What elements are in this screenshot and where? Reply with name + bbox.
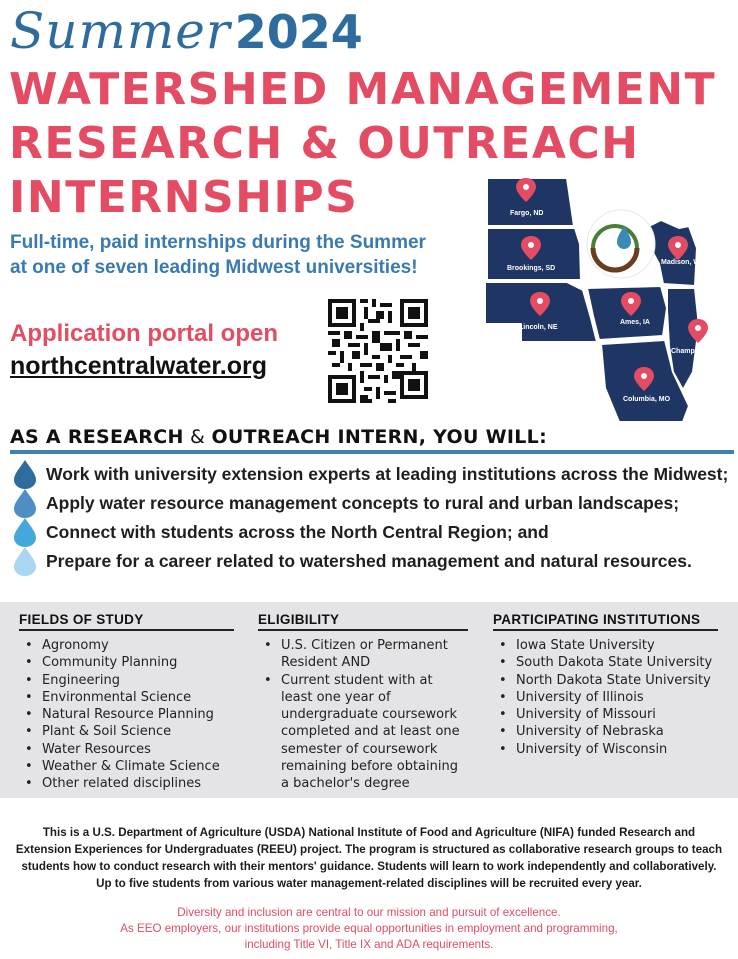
title-year-line — [10, 2, 363, 64]
program-description: This is a U.S. Department of Agriculture (USDA) National Institute of Food and Agriculture (NIFA) funded Research and Extension Experiences for Undergraduates (REEU) project. The program is structured as collaborative research groups to teach students how to conduct research with their mentors' guidance. Students will learn to work independently and collaboratively. Up to five students from various water management-related disciplines will be recruited every year. — [15, 826, 723, 890]
fields-of-study-heading: FIELDS OF STUDY — [19, 612, 234, 631]
eeo-line-1: Diversity and inclusion are central to our mission and pursuit of excellence. — [177, 906, 561, 919]
map-label-columbia: Columbia, MO — [623, 396, 671, 403]
intern-item-text: Apply water resource management concepts to rural and urban landscapes; — [46, 493, 680, 513]
list-item: • University of Nebraska — [493, 723, 718, 740]
list-item: • Plant & Soil Science — [19, 723, 234, 740]
map-label-brookings: Brookings, SD — [507, 265, 556, 272]
intern-item-text: Work with university extension experts at leading institutions across the Midwest; — [46, 464, 729, 484]
list-item: • Natural Resource Planning — [19, 706, 234, 723]
title-year: 2024 — [234, 5, 363, 59]
list-item: • Environmental Science — [19, 689, 234, 706]
eligibility-heading: ELIGIBILITY — [258, 612, 468, 631]
eeo-statement — [14, 905, 724, 953]
midwest-map — [483, 176, 735, 432]
list-item: • University of Missouri — [493, 706, 718, 723]
water-drop-icon — [10, 518, 40, 547]
headline-line-3: INTERNSHIPS — [9, 172, 359, 223]
map-label-ames: Ames, IA — [620, 319, 650, 326]
institutions-heading: PARTICIPATING INSTITUTIONS — [493, 612, 718, 631]
intern-heading-part-2: OUTREACH INTERN, YOU WILL: — [211, 426, 547, 448]
institutions-list — [493, 637, 718, 758]
list-item: • Iowa State University — [493, 637, 718, 654]
list-item: • Agronomy — [19, 637, 234, 654]
institutions-column — [493, 612, 718, 758]
intern-item-text: Prepare for a career related to watershed management and natural resources. — [46, 551, 692, 571]
title-summer: Summer — [10, 2, 231, 60]
subtitle — [10, 230, 480, 280]
intern-item — [10, 489, 734, 518]
list-item: • Weather & Climate Science — [19, 758, 234, 775]
intern-item — [10, 547, 734, 576]
eeo-line-2: As EEO employers, our institutions provide equal opportunities in employment and programming, — [120, 922, 618, 935]
subtitle-line-1: Full-time, paid internships during the Summer — [10, 232, 426, 253]
list-item: • Community Planning — [19, 654, 234, 671]
list-item: • Water Resources — [19, 741, 234, 758]
list-item: • North Dakota State University — [493, 672, 718, 689]
headline-line-2: RESEARCH & OUTREACH — [9, 118, 640, 169]
water-drop-icon — [10, 547, 40, 576]
list-item: • U.S. Citizen or Permanent Resident AND — [258, 637, 468, 672]
intern-list — [10, 460, 734, 576]
water-drop-icon — [10, 460, 40, 489]
eligibility-list — [258, 637, 468, 793]
intern-heading-part-1: AS A RESEARCH — [10, 426, 184, 448]
map-label-champaign: Champaign, IL — [671, 348, 720, 355]
intern-item — [10, 518, 734, 547]
intern-item — [10, 460, 734, 489]
website-link[interactable]: northcentralwater.org — [10, 352, 267, 380]
subtitle-line-2: at one of seven leading Midwest universities! — [10, 257, 418, 278]
list-item: • University of Illinois — [493, 689, 718, 706]
eeo-line-3: including Title VI, Title IX and ADA requirements. — [244, 938, 494, 951]
intern-heading — [10, 426, 547, 448]
intern-heading-amp: & — [183, 426, 212, 448]
application-portal-text: Application portal open — [10, 320, 278, 347]
list-item: • University of Wisconsin — [493, 741, 718, 758]
list-item: • Engineering — [19, 672, 234, 689]
map-label-lincoln: Lincoln, NE — [519, 324, 558, 331]
headline-line-1: WATERSHED MANAGEMENT — [9, 64, 717, 115]
section-divider — [10, 450, 734, 454]
qr-code[interactable] — [328, 299, 428, 403]
list-item: • Current student with at least one year of undergraduate coursework completed and at least one semester of coursework remaining before obtaining a bachelor's degree — [258, 672, 468, 793]
map-label-madison: Madison, WI — [661, 259, 702, 266]
eligibility-column — [258, 612, 468, 793]
list-item: • Other related disciplines — [19, 775, 234, 792]
water-drop-icon — [10, 489, 40, 518]
list-item: • South Dakota State University — [493, 654, 718, 671]
map-label-fargo: Fargo, ND — [510, 210, 544, 217]
intern-item-text: Connect with students across the North Central Region; and — [46, 522, 549, 542]
fields-of-study-column — [19, 612, 234, 793]
fields-of-study-list — [19, 637, 234, 793]
